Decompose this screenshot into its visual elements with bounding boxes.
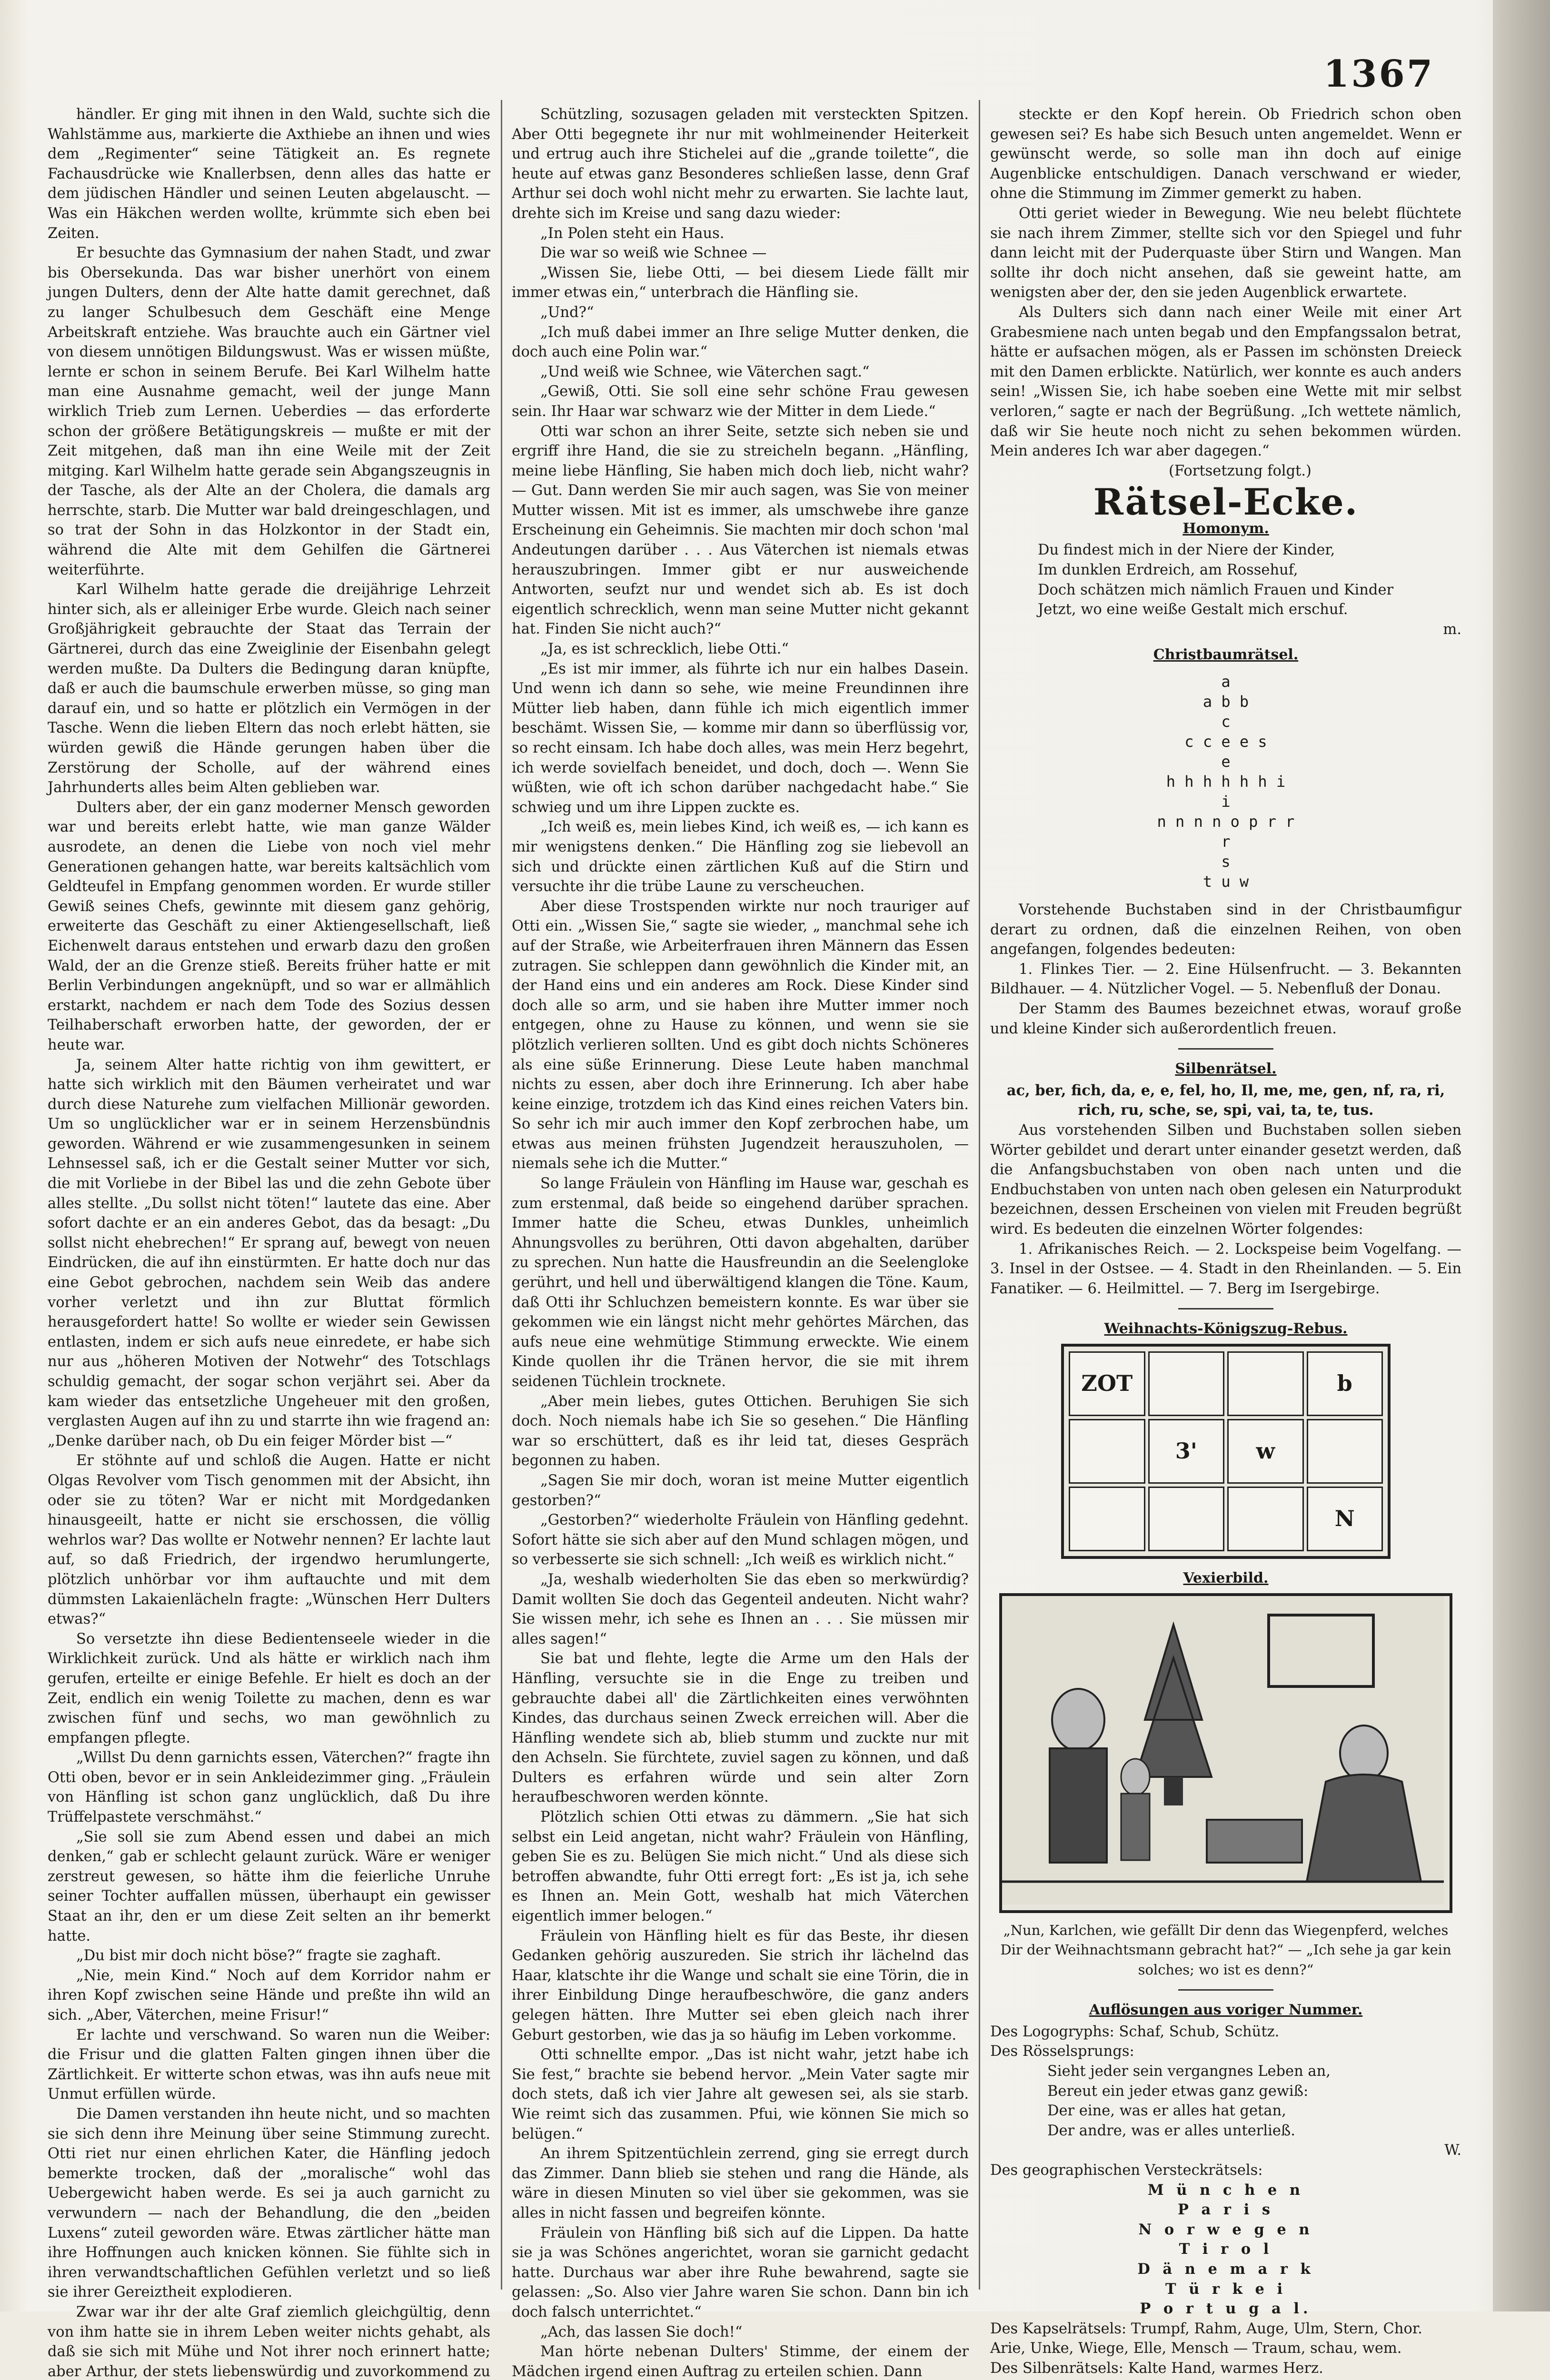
story-paragraph: Als Dulters sich dann nach einer Weile mit einer Art Grabesmiene nach unten begab und den Empfangssalon betrat, hätte er aufsachen mögen, als er Passen im schönsten Dreieck mit den Damen erblickte. Natürlich, wer konnte es auch anders sein! „Wissen Sie, ich habe soeben eine Wette mit mir selbst verloren,“ sagte er nach der Begrüßung. „Ich wettete nämlich, daß wir Sie heute noch nicht zu sehen bekommen würden. Mein anderes Ich war aber dagegen.“ [990, 304, 1461, 460]
verse-line: Jetzt, wo eine weiße Gestalt mich erschuf. [1038, 601, 1348, 618]
rebus-cell [1227, 1487, 1304, 1551]
story-paragraph: „Nie, mein Kind.“ Noch auf dem Korridor nahm er ihren Kopf zwischen seine Hände und preßte ihn wild an sich. „Aber, Väterchen, meine Frisur!“ [48, 1967, 490, 2023]
story-paragraph: „Sagen Sie mir doch, woran ist meine Mutter eigentlich gestorben?“ [512, 1472, 969, 1509]
puzzle-picture [999, 1593, 1452, 1913]
solution-line: Des geographischen Versteckrätsels: [990, 2162, 1263, 2179]
story-paragraph: „Willst Du denn garnichts essen, Väterchen?“ fragte ihn Otti oben, bevor er in sein Ankleidezimmer ging. „Fräulein von Hänfling ist schon ganz unglücklich, daß Du ihre Trüffelpastete verschmähst.“ [48, 1749, 490, 1826]
tree-row: a [1221, 673, 1231, 691]
divider [1178, 1989, 1273, 1991]
to-be-continued: (Fortsetzung folgt.) [1169, 462, 1312, 479]
solution-line: Des Logogryphs: Schaf, Schub, Schütz. [990, 2023, 1280, 2040]
rebus-cell: b [1307, 1351, 1383, 1416]
solution-line: T ü r k e i [1165, 2280, 1287, 2298]
verse-line: Du findest mich in der Niere der Kinder, [1038, 542, 1335, 559]
column-rule [979, 100, 980, 2290]
rebus-cell: ZOT [1069, 1351, 1145, 1416]
solution-line: T i r o l [1179, 2241, 1273, 2258]
story-paragraph: Die war so weiß wie Schnee — [540, 245, 767, 262]
story-paragraph: An ihrem Spitzentüchlein zerrend, ging sie erregt durch das Zimmer. Dann blieb sie stehen und rang die Hände, als wäre in diesen Minuten so viel über sie gekommen, was sie alles in nicht fassen und begreifen könnte. [512, 2145, 969, 2221]
riddle-paragraph: 1. Flinkes Tier. — 2. Eine Hülsenfrucht. — 3. Bekannten Bildhauer. — 4. Nützlicher Vogel. — 5. Nebenfluß der Donau. [990, 961, 1461, 998]
story-paragraph: „Aber mein liebes, gutes Ottichen. Beruhigen Sie sich doch. Noch niemals habe ich Sie so gesehen.“ Die Hänfling war so erschüttert, daß es ihr leid tat, dieses Gespräch begonnen zu haben. [512, 1393, 969, 1469]
tree-riddle-text [990, 900, 1461, 1039]
tree-row: c [1221, 713, 1231, 731]
story-paragraph: Er besuchte das Gymnasium der nahen Stadt, und zwar bis Obersekunda. Das war bisher unerhört von einem jungen Dulters, denn der Alte hatte damit gerechnet, daß zu langer Schulbesuch dem Geschäft eine Menge Arbeitskraft entziehe. Was brauchte auch ein Gärtner viel von diesem unnötigen Bildungswust. Was er wissen müßte, lernte er schon in seinem Berufe. Bei Karl Wilhelm hatte man eine Ausnahme gemacht, weil der junge Mann wirklich Trieb zum Lernen. Ueberdies — das erforderte schon der größere Betätigungskreis — mußte er mit der Zeit mitgehen, daß man ihn eine Weile mit der Zeit mitging. Karl Wilhelm hatte gerade sein Abgangszeugnis in der Tasche, als der Alte an der Cholera, die damals arg herrschte, starb. Die Mutter war bald dreingeschlagen, und so trat der Sohn in das Holzkontor in der Stadt ein, während die Alte mit dem Gehilfen die Gärtnerei weiterführte. [48, 245, 490, 578]
syllable-riddle-title: Silbenrätsel. [1175, 1061, 1277, 1078]
tree-row: e [1221, 753, 1231, 771]
rebus-cell [1227, 1351, 1304, 1416]
rebus-cell [1069, 1419, 1145, 1484]
solution-line: Der eine, was er alles hat getan, [1047, 2102, 1286, 2120]
story-column-1 [48, 105, 490, 2380]
story-paragraph: „Sie soll sie zum Abend essen und dabei an mich denken,“ gab er schlecht gelaunt zurück. Wäre er weniger zerstreut gewesen, so hätte ihm die feierliche Unruhe seiner Tochter auffallen müssen, überhaupt ein gewisser Staat an ihr, den er um diese Zeit selten an ihr bemerkt hatte. [48, 1828, 490, 1944]
rebus-cell: N [1307, 1487, 1383, 1551]
tree-row: c c e e s [1184, 733, 1267, 751]
story-paragraph: „Ich weiß es, mein liebes Kind, ich weiß es, — ich kann es mir wenigstens denken.“ Die Hänfling zog sie liebevoll an sich und drückte einen zärtlichen Kuß auf die Stirn und versuchte ihr die trübe Laune zu verscheuchen. [512, 819, 969, 895]
tree-row: a b b [1202, 693, 1249, 711]
story-paragraph: „Wissen Sie, liebe Otti, — bei diesem Liede fällt mir immer etwas ein,“ unterbrach die Hänfling sie. [512, 264, 969, 301]
story-paragraph: „Und?“ [540, 304, 594, 321]
story-paragraph: „Ja, weshalb wiederholten Sie das eben so merkwürdig? Damit wollten Sie doch das Gegenteil andeuten. Nicht wahr? Sie wissen mehr, ich sehe es Ihnen an . . . Sie müssen mir alles sagen!“ [512, 1571, 969, 1647]
story-paragraph: Er lachte und verschwand. So waren nun die Weiber: die Frisur und die glatten Falten gingen ihnen über die Zärtlichkeit. Er witterte schon etwas, was ihn aufs neue mit Unmut erfüllen würde. [48, 2026, 490, 2103]
story-paragraph: Die Damen verstanden ihn heute nicht, und so machten sie sich denn ihre Meinung über seine Stimmung zurecht. Otti riet nur einen ehrlichen Kater, die Hänfling jedoch bemerkte trocken, daß der „moralische“ wohl das Uebergewicht haben werde. Es sei ja auch garnicht zu verwundern — nach der Behandlung, die den „beiden Luxens“ zuteil geworden wäre. Etwas zärtlicher hätte man ihre Hoffnungen auch knicken können. Sie fühlte sich in ihren verwandtschaftlichen Gefühlen verletzt und so ließ sie ihrer Gereiztheit explodieren. [48, 2105, 490, 2301]
story-paragraph: händler. Er ging mit ihnen in den Wald, suchte sich die Wahlstämme aus, markierte die Axthiebe an ihnen und wies dem „Regimenter“ seine Tätigkeit an. Es regnete Fachausdrücke wie Knallerbsen, denn alles das hatte er dem jüdischen Händler und seinen Leuten abgelauscht. — Was ein Häkchen werden wollte, krümmte sich eben bei Zeiten. [48, 106, 490, 242]
solution-line [990, 2379, 1461, 2380]
solution-line: P a r i s [1178, 2201, 1274, 2219]
tree-row: h h h h h h i [1166, 773, 1286, 791]
story-paragraph: „In Polen steht ein Haus. [540, 225, 725, 242]
story-paragraph: Dulters aber, der ein ganz moderner Mensch geworden war und bereits erlebt hatte, wie man ganze Wälder ausrodete, an denen die Liebe von noch viel mehr Generationen gehangen hatte, war bereits kaltsächlich vom Geldteufel in Empfang genommen worden. Er wurde stiller Gewiß seines Chefs, gewinnte mit diesem ganz gehörig, erweiterte das Geschäft zu einer Aktiengesellschaft, ließ Eichenwelt daraus entstehen und erwarb dazu den großen Wald, der an die Grenze stieß. Bereits früher hatte er mit Berlin Verbindungen angeknüpft, und so war er allmählich erstarkt, nachdem er nach dem Tode des Sozius dessen Teilhaberschaft erworben hatte, der geworden, der er heute war. [48, 799, 490, 1053]
story-paragraph: Otti war schon an ihrer Seite, setzte sich neben sie und ergriff ihre Hand, die sie zu streicheln begann. „Hänfling, meine liebe Hänfling, Sie haben mich doch lieb, nicht wahr? — Gut. Dann werden Sie mir auch sagen, was Sie von meiner Mutter wissen. Mit ist es immer, als umschwebe ihre ganze Erscheinung ein Geheimnis. Sie machten mir doch schon 'mal Andeutungen darüber . . . Aus Väterchen ist niemals etwas herauszubringen. Immer gibt er nur ausweichende Antworten, seufzt nur und wendet sich ab. Es ist doch eigentlich schrecklich, wenn man seine Mutter nicht gekannt hat. Finden Sie nicht auch?“ [512, 423, 969, 638]
puzzle-caption: „Nun, Karlchen, wie gefällt Dir denn das Wiegenpferd, welches Dir der Weihnachtsmann gebracht hat?“ — „Ich sehe ja gar kein solches; wo ist es denn?“ [1000, 1922, 1451, 1978]
rebus-cell [1148, 1351, 1225, 1416]
tree-row: s [1221, 853, 1231, 871]
riddle-corner-heading: Rätsel-Ecke. [1093, 481, 1359, 524]
story-paragraph: Aber diese Trostspenden wirkte nur noch trauriger auf Otti ein. „Wissen Sie,“ sagte sie wieder, „ manchmal sehe ich auf der Straße, wie Arbeiterfrauen ihren Männern das Essen zutragen. Sie schleppen dann gewöhnlich die Kinder mit, an der Hand eins und ein anderes am Rock. Diese Kinder sind doch alle so arm, und sie haben ihre Mutter immer noch entgegen, ohne zu Hause zu können, und wenn sie sie plötzlich verlieren sollten. Und es gibt doch nichts Schöneres als eine süße Erinnerung. Diese Leute haben manchmal nichts zu essen, aber doch ihre Erinnerung. Ich aber habe keine einzige, trotzdem ich das Kind eines reichen Vaters bin. So sehr ich mir auch immer den Kopf zerbrochen habe, um etwas aus meinen frühsten Jugendzeit herauszuholen, — niemals sehe ich die Mutter.“ [512, 898, 969, 1172]
solution-line: Des Silbenrätsels: Kalte Hand, warmes Herz. [990, 2360, 1323, 2377]
story-paragraph: Plötzlich schien Otti etwas zu dämmern. „Sie hat sich selbst ein Leid angetan, nicht wahr? Fräulein von Hänfling, geben Sie es zu. Belügen Sie mich nicht.“ Und als diese sich betroffen abwandte, fuhr Otti erregt fort: „Es ist ja, ich sehe es Ihnen an. Mein Gott, weshalb hat mich Väterchen eigentlich immer belogen.“ [512, 1809, 969, 1925]
solution-line: Der andre, was er alles unterließ. [1047, 2122, 1296, 2139]
christmas-scene-illustration [1002, 1596, 1444, 1904]
homonym-verse [990, 540, 1461, 619]
rebus-title: Weihnachts-Königszug-Rebus. [1104, 1320, 1348, 1338]
story-paragraph: „Und weiß wie Schnee, wie Väterchen sagt.“ [540, 363, 870, 380]
letter-tree [990, 672, 1461, 892]
story-paragraph: „Es ist mir immer, als führte ich nur ein halbes Dasein. Und wenn ich dann so sehe, wie meine Freundinnen ihre Mütter lieb haben, dann fühle ich mich eigentlich immer beschämt. Wissen Sie, — komme mir dann so überflüssig vor, so recht einsam. Ich habe doch alles, was mein Herz begehrt, ich werde sovielfach beneidet, und doch, doch —. Wenn Sie wüßten, wie oft ich schon darüber nachgedacht habe.“ Sie schwieg und um ihre Lippen zuckte es. [512, 660, 969, 816]
story-paragraph: „Du bist mir doch nicht böse?“ fragte sie zaghaft. [76, 1947, 441, 1964]
story-paragraph: Er stöhnte auf und schloß die Augen. Hatte er nicht Olgas Revolver vom Tisch genommen mit der Absicht, ihn oder sie zu töten? War er nicht mit Mordgedanken hinausgeeilt, hatte er nicht sie erschossen, die völlig wehrlos war? Das wollte er Notwehr nennen? Er lachte laut auf, so daß Friedrich, der irgendwo herumlungerte, plötzlich unhörbar vor ihm auftauchte und mit dem dümmsten Lakaienlächeln fragte: „Wünschen Herr Dulters etwas?“ [48, 1452, 490, 1628]
tree-row: i [1221, 793, 1231, 811]
riddle-paragraph: Vorstehende Buchstaben sind in der Christbaumfigur derart zu ordnen, daß die einzelnen Reihen, von oben angefangen, folgendes bedeuten: [990, 902, 1461, 958]
story-paragraph: steckte er den Kopf herein. Ob Friedrich schon oben gewesen sei? Es habe sich Besuch unten angemeldet. Wenn er gewünscht werde, so solle man ihn doch auf einige Augenblicke entschuldigen. Danach verschwand er wieder, ohne die Stimmung im Zimmer gemerkt zu haben. [990, 106, 1461, 202]
story-paragraph: Karl Wilhelm hatte gerade die dreijährige Lehrzeit hinter sich, als er alleiniger Erbe wurde. Gleich nach seiner Großjährigkeit gebrauchte der Staat das Terrain der Gärtnerei, durch das eine Zweiglinie der Eisenbahn gelegt werden mußte. Da Dulters die Bedingung daran knüpfte, daß er auch die baumschule erwerben müsse, so ging man darauf ein, und so hatte er plötzlich ein Vermögen in der Tasche. Wenn die lieben Eltern das noch erlebt hätten, sie würden gewiß die Hände gerungen haben über die Zerstörung der Scholle, auf der während eines Jahrhunderts alles beim Alten geblieben war. [48, 581, 490, 796]
story-paragraph: So versetzte ihn diese Bedientenseele wieder in die Wirklichkeit zurück. Und als hätte er wirklich nach ihm gerufen, erteilte er einige Befehle. Er hielt es doch an der Zeit, endlich ein wenig Toilette zu machen, denn es war zwischen fünf und sechs, wo man gewöhnlich zu empfangen pflegte. [48, 1630, 490, 1746]
story-paragraph: Man hörte nebenan Dulters' Stimme, der einem der Mädchen irgend einen Auftrag zu erteilen schien. Dann [512, 2343, 969, 2380]
rebus-cell [1148, 1487, 1225, 1551]
divider [1178, 1308, 1273, 1309]
column-rule [501, 100, 502, 2290]
verse-line: Doch schätzen mich nämlich Frauen und Kinder [1038, 581, 1394, 598]
tree-row: r [1221, 833, 1231, 851]
story-paragraph: Ja, seinem Alter hatte richtig von ihm gewittert, er hatte sich wirklich mit den Bäumen verheiratet und war durch diese Naturehe zum vielfachen Millionär geworden. Um so unglücklicher war er in seinem Herzensbündnis geworden. Während er wie zusammengesunken in seinem Lehnsessel saß, ich er die Gestalt seiner Mutter vor sich, die mit Vorliebe in der Bibel las und die zehn Gebote über alles stellte. „Du sollst nicht töten!“ lautete das eine. Aber sofort dachte er an ein anderes Gebot, das da besagt: „Du sollst nicht ehebrechen!“ Er sprang auf, bewegt von neuen Eindrücken, die auf ihn einstürmten. Er hatte doch nur das eine Gebot gebrochen, nachdem sein Weib das andere vorher verletzt und ihn zur Bluttat förmlich herausgefordert hatte! So wollte er wieder sein Gewissen entlasten, indem er sich aufs neue einredete, er habe sich nur aus „höheren Motiven der Notwehr“ des Totschlags schuldig gemacht, der sogar schon verjährt sei. Aber da kam wieder das entsetzliche Ungeheuer mit den großen, verglasten Augen auf ihn zu und starrte ihn wie fragend an: „Denke darüber nach, ob Du ein feiger Mörder bist —“ [48, 1056, 490, 1449]
story-paragraph: „Ach, das lassen Sie doch!“ [540, 2323, 743, 2340]
page-number: 1367 [1323, 52, 1435, 96]
story-column-2 [512, 105, 969, 2380]
column-3 [990, 105, 1461, 2377]
page-edge [1493, 0, 1550, 2311]
verse-line: Im dunklen Erdreich, am Rossehuf, [1038, 562, 1298, 579]
syllable-instructions: Aus vorstehenden Silben und Buchstaben sollen sieben Wörter gebildet und derart unter einander gesetzt werden, daß die Anfangsbuchstaben von oben nach unten und die Endbuchstaben von unten nach oben gelesen ein Naturprodukt bezeichnen, dessen Erscheinen von vielen mit Freuden begrüßt wird. Es bedeuten die einzelnen Wörter folgendes: [990, 1121, 1461, 1238]
tree-row: n n n n o p r r [1157, 813, 1295, 831]
story-paragraph: Fräulein von Hänfling hielt es für das Beste, ihr diesen Gedanken gehörig auszureden. Sie strich ihr lächelnd das Haar, klatschte ihr die Wange und schalt sie eine Törin, die in ihrer Einbildung Dinge heraufbeschwöre, die ganz anders gelegen hätten. Ihre Mutter sei eben gleich nach ihrer Geburt gestorben, wie das ja so häufig im Leben vorkomme. [512, 1927, 969, 2043]
story-paragraph: „Gestorben?“ wiederholte Fräulein von Hänfling gedehnt. Sofort hätte sie sich aber auf den Mund schlagen mögen, und so verbesserte sie sich schnell: „Ich weiß es wirklich nicht.“ [512, 1512, 969, 1568]
solution-line: Bereut ein jeder etwas ganz gewiß: [1047, 2082, 1309, 2100]
story-paragraph: Zwar war ihr der alte Graf ziemlich gleichgültig, denn von ihm hatte sie in ihrem Leben weiter nichts gehabt, als daß sie sich mit Mühe und Not ihrer noch erinnert hatte; aber Arthur, der stets liebenswürdig und zuvorkommend zu [48, 2303, 490, 2380]
tree-row: t u w [1202, 873, 1249, 891]
syllable-items: 1. Afrikanisches Reich. — 2. Lockspeise beim Vogelfang. — 3. Insel in der Ostsee. — 4. Stadt in den Rheinlanden. — 5. Ein Fanatiker. — 6. Heilmittel. — 7. Berg im Isergebirge. [990, 1240, 1461, 1297]
christmas-tree-riddle-title: Christbaumrätsel. [1153, 646, 1299, 664]
story-paragraph: Otti schnellte empor. „Das ist nicht wahr, jetzt habe ich Sie fest,“ brachte sie bebend hervor. „Mein Vater sagte mir doch stets, daß ich vier Jahre alt gewesen sei, als sie starb. Wie reimt sich das zusammen. Pfui, wie können Sie mich so belügen.“ [512, 2046, 969, 2142]
story-paragraph: „Ich muß dabei immer an Ihre selige Mutter denken, die doch auch eine Polin war.“ [512, 324, 969, 361]
rebus-cell: 3' [1148, 1419, 1225, 1484]
solutions-title: Auflösungen aus voriger Nummer. [1089, 2002, 1363, 2019]
story-paragraph: „Ja, es ist schrecklich, liebe Otti.“ [540, 641, 789, 658]
story-continuation [990, 105, 1461, 461]
solution-line: M ü n c h e n [1147, 2181, 1304, 2199]
solution-line: P o r t u g a l. [1140, 2300, 1312, 2318]
rebus-cell [1069, 1487, 1145, 1551]
solution-line: Des Rösselsprungs: [990, 2043, 1134, 2060]
syllable-list: ac, ber, fich, da, e, e, fel, ho, Il, me, me, gen, nf, ra, ri, rich, ru, sche, se, spi, vai, ta, te, tus. [1006, 1081, 1445, 1119]
rebus-cell: w [1227, 1419, 1304, 1484]
solution-line: Arie, Unke, Wiege, Elle, Mensch — Traum, schau, wem. [990, 2340, 1402, 2357]
homonym-signature: m. [1443, 621, 1461, 638]
story-paragraph: So lange Fräulein von Hänfling im Hause war, geschah es zum erstenmal, daß beide so eingehend darüber sprachen. Immer hatte die Scheu, etwas Dunkles, unheimlich Ahnungsvolles zu berühren, Otti davon abgehalten, darüber zu sprechen. Nun hatte die Hausfreundin an die Seelengloke gerührt, und hell und überwältigend klangen die Töne. Kaum, daß Otti ihr Schluchzen bemeistern konnte. Es war über sie gekommen wie ein längst nicht mehr gehörtes Märchen, das aufs neue eine wehmütige Stimmung erweckte. Wie einem Kinde quollen ihr die Tränen hervor, die sie mit ihrem seidenen Tüchlein trocknete. [512, 1175, 969, 1390]
riddle-paragraph: Der Stamm des Baumes bezeichnet etwas, worauf große und kleine Kinder sich außerordentlich freuen. [990, 1001, 1461, 1037]
story-paragraph: Schützling, sozusagen geladen mit versteckten Spitzen. Aber Otti begegnete ihr nur mit wohlmeinender Heiterkeit und ertrug auch ihre Stichelei auf die „grande toilette“, die heute auf etwas ganz Besonderes schließen lasse, denn Graf Arthur sei doch wohl nicht mehr zu erwarten. Sie lachte laut, drehte sich im Kreise und sang dazu wieder: [512, 106, 969, 222]
story-paragraph: Otti geriet wieder in Bewegung. Wie neu belebt flüchtete sie nach ihrem Zimmer, stellte sich vor den Spiegel und fuhr dann leicht mit der Puderquaste über Stirn und Wangen. Man sollte ihr doch nicht ansehen, daß sie geweint hatte, am wenigsten aber der, den sie jeden Augenblick erwartete. [990, 205, 1461, 301]
solution-line: D ä n e m a r k [1137, 2261, 1314, 2278]
homonym-title: Homonym. [1182, 520, 1269, 537]
solutions-list [990, 2022, 1461, 2380]
solution-line: W. [1444, 2142, 1461, 2159]
story-paragraph: „Gewiß, Otti. Sie soll eine sehr schöne Frau gewesen sein. Ihr Haar war schwarz wie der Mitter in dem Liede.“ [512, 383, 969, 420]
puzzle-picture-title: Vexierbild. [1183, 1569, 1269, 1587]
solution-line: Des Kapselrätsels: Trumpf, Rahm, Auge, Ulm, Stern, Chor. [990, 2320, 1422, 2337]
divider [1178, 1048, 1273, 1050]
rebus-grid [1061, 1344, 1391, 1559]
solution-line: Sieht jeder sein vergangnes Leben an, [1047, 2063, 1331, 2080]
rebus-cell [1307, 1419, 1383, 1484]
story-paragraph: Fräulein von Hänfling biß sich auf die Lippen. Da hatte sie ja was Schönes angerichtet, woran sie garnicht gedacht hatte. Durchaus war aber ihre Ruhe bewahrend, sagte sie gelassen: „So. Also vier Jahre waren Sie schon. Dann bin ich doch falsch unterrichtet.“ [512, 2224, 969, 2320]
story-paragraph: Sie bat und flehte, legte die Arme um den Hals der Hänfling, versuchte sie in die Enge zu treiben und gebrauchte dabei all' die Zärtlichkeiten eines verwöhnten Kindes, das durchaus seinen Zweck erreichen will. Aber die Hänfling wendete sich ab, blieb stumm und zuckte nur mit den Achseln. Sie fürchtete, zuviel sagen zu können, und daß Dulters es erfahren würde und sein alter Zorn heraufbeschworen werden könnte. [512, 1650, 969, 1806]
solution-line: N o r w e g e n [1138, 2221, 1313, 2238]
